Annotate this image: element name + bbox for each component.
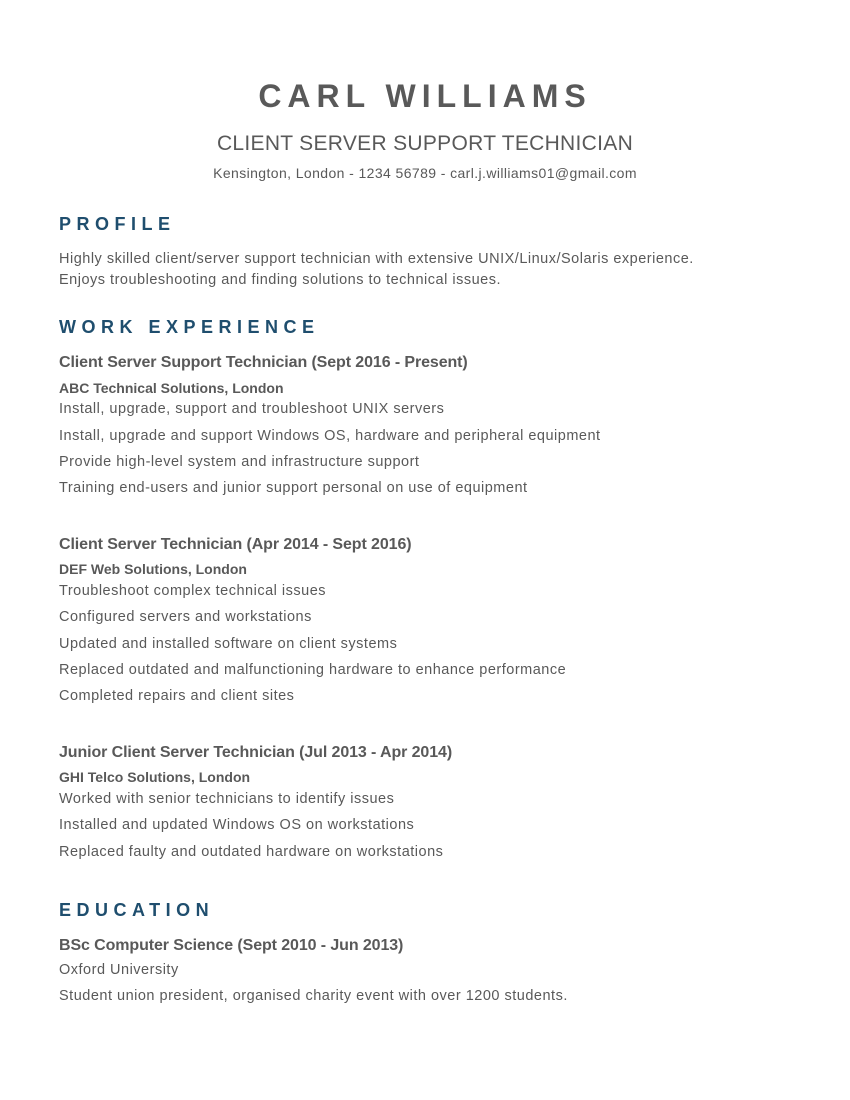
job-title: Client Server Technician (Apr 2014 - Sept 2016) xyxy=(59,536,412,553)
profile-heading: PROFILE xyxy=(59,214,176,234)
job-title: Junior Client Server Technician (Jul 2013 - Apr 2014) xyxy=(59,744,453,761)
job-duty: Worked with senior technicians to identify issues xyxy=(59,791,395,807)
job-duty: Updated and installed software on client systems xyxy=(59,636,398,652)
job-title: Client Server Support Technician (Sept 2016 - Present) xyxy=(59,354,468,371)
profile-line: Highly skilled client/server support technician with extensive UNIX/Linux/Solaris experience. xyxy=(59,251,694,267)
job-duty: Provide high-level system and infrastructure support xyxy=(59,454,420,470)
job-duty: Install, upgrade and support Windows OS, hardware and peripheral equipment xyxy=(59,428,601,444)
education-heading: EDUCATION xyxy=(59,900,215,920)
contact-line: Kensington, London - 1234 56789 - carl.j.williams01@gmail.com xyxy=(213,165,637,181)
work-experience-heading: WORK EXPERIENCE xyxy=(59,317,320,337)
candidate-title: CLIENT SERVER SUPPORT TECHNICIAN xyxy=(216,132,634,155)
profile-line: Enjoys troubleshooting and finding solutions to technical issues. xyxy=(59,272,501,288)
job-duty: Training end-users and junior support personal on use of equipment xyxy=(59,480,528,496)
job-company: DEF Web Solutions, London xyxy=(59,561,247,577)
job-duty: Configured servers and workstations xyxy=(59,609,312,625)
job-duty: Replaced faulty and outdated hardware on workstations xyxy=(59,844,444,860)
job-duty: Installed and updated Windows OS on workstations xyxy=(59,817,415,833)
job-duty: Install, upgrade, support and troubleshoot UNIX servers xyxy=(59,401,445,417)
job-company: GHI Telco Solutions, London xyxy=(59,769,251,785)
education-note: Student union president, organised charity event with over 1200 students. xyxy=(59,988,568,1004)
job-duty: Replaced outdated and malfunctioning hardware to enhance performance xyxy=(59,662,567,678)
job-duty: Completed repairs and client sites xyxy=(59,688,295,704)
job-company: ABC Technical Solutions, London xyxy=(59,380,284,396)
profile-summary xyxy=(59,249,694,291)
candidate-name: CARL WILLIAMS xyxy=(258,78,592,114)
job-duty: Troubleshoot complex technical issues xyxy=(59,583,327,599)
education-institution: Oxford University xyxy=(59,962,179,978)
degree-title: BSc Computer Science (Sept 2010 - Jun 2013) xyxy=(59,937,404,954)
